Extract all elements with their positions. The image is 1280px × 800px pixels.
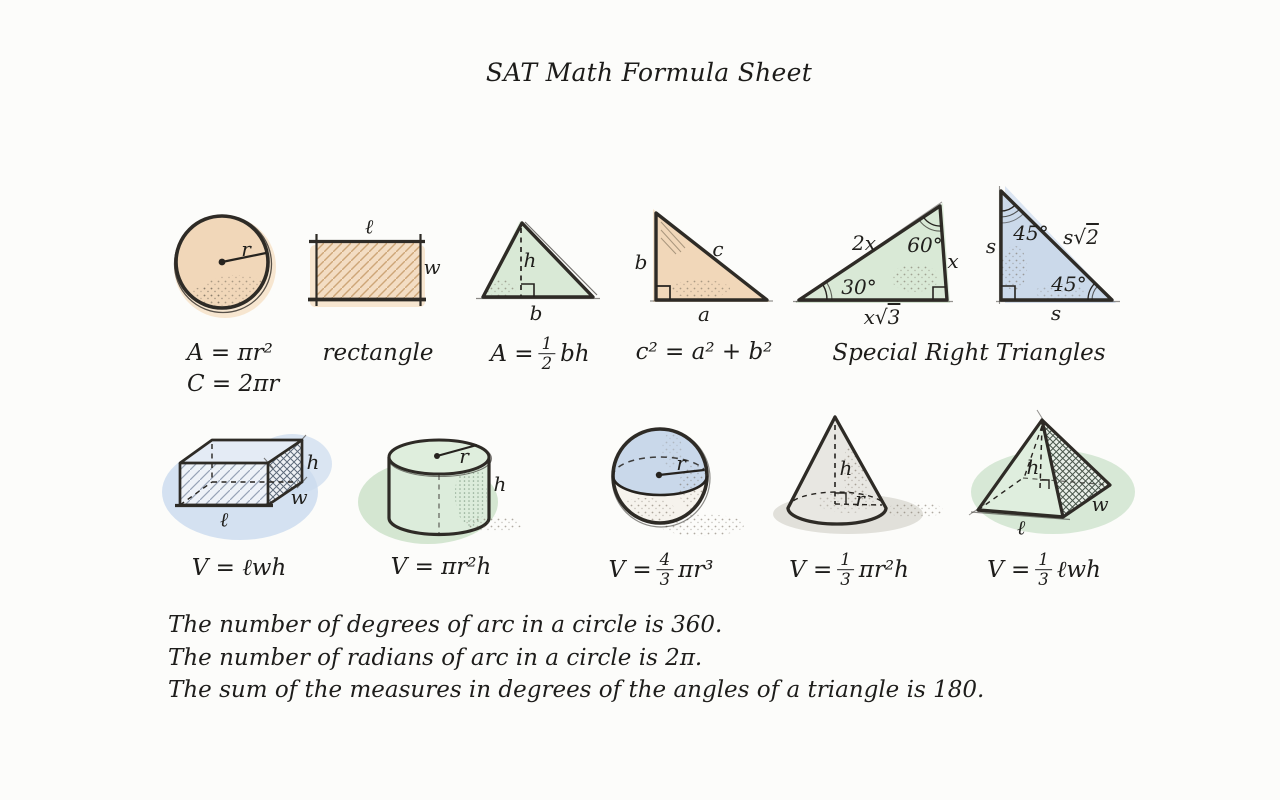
pyramid-diagram xyxy=(969,410,1135,534)
cone-diagram xyxy=(773,417,943,534)
radical-sign: √ xyxy=(1073,225,1087,249)
right-triangle-leg-a-label: a xyxy=(698,302,710,326)
rectangle-caption: rectangle xyxy=(322,340,434,366)
fraction xyxy=(539,335,556,373)
pyramid-height-label: h xyxy=(1026,455,1040,479)
circle-circumference-formula: C = 2πr xyxy=(187,371,280,397)
cone-height-label: h xyxy=(839,456,853,480)
pyramid-length-label: ℓ xyxy=(1016,515,1026,540)
fraction-denominator: 3 xyxy=(659,570,671,590)
radicand: 3 xyxy=(887,305,901,329)
fraction xyxy=(837,551,854,589)
sphere-radius-label: r xyxy=(676,451,686,475)
formula-rhs: ℓwh xyxy=(1056,557,1101,583)
tri-45-45-90-hypotenuse-label xyxy=(1063,225,1099,249)
fraction-denominator: 3 xyxy=(840,570,851,590)
cylinder-radius-label: r xyxy=(459,444,469,468)
radical-sign: √ xyxy=(874,305,888,329)
tri-30-60-90-hypotenuse-label: 2x xyxy=(851,231,877,255)
circle-area-formula: A = πr² xyxy=(187,340,273,366)
box-width-label: w xyxy=(290,485,308,509)
rectangle-width-label: w xyxy=(423,255,441,279)
formula-lhs: A = xyxy=(490,341,534,367)
triangle-base-label: b xyxy=(529,301,543,325)
tri-45-45-90-leg-left-label: s xyxy=(985,234,997,258)
pyramid-width-label: w xyxy=(1091,492,1109,516)
fraction-denominator: 2 xyxy=(541,354,553,374)
fraction-denominator: 3 xyxy=(1038,570,1049,590)
tri-30-60-90-angle-60-label: 60° xyxy=(907,233,943,257)
hyp-coefficient: s xyxy=(1063,225,1074,249)
formula-lhs: V = xyxy=(608,557,652,583)
box-height-label: h xyxy=(306,450,320,474)
special-right-triangles-caption: Special Right Triangles xyxy=(832,340,1106,366)
box-length-label: ℓ xyxy=(219,507,229,532)
tri-30-60-90-angle-30-label: 30° xyxy=(841,275,877,299)
formula-rhs: bh xyxy=(560,341,590,367)
circle-radius-label: r xyxy=(241,237,251,261)
radicand: 2 xyxy=(1086,225,1099,249)
pythagorean-formula: c² = a² + b² xyxy=(635,339,773,365)
formula-rhs: πr³ xyxy=(678,557,714,583)
fraction xyxy=(657,551,674,589)
note-radians: The number of radians of arc in a circle is 2π. xyxy=(168,644,703,671)
page-title: SAT Math Formula Sheet xyxy=(485,58,813,87)
circle-diagram xyxy=(174,216,276,319)
right-triangle-hypotenuse-label: c xyxy=(712,237,724,261)
fraction-numerator: 1 xyxy=(539,335,556,354)
tri-30-60-90-base-label xyxy=(864,305,901,329)
sphere-diagram xyxy=(612,429,744,536)
fraction-numerator: 1 xyxy=(1035,551,1052,570)
tri-45-45-90-angle-right-label: 45° xyxy=(1051,272,1087,296)
triangle-diagram xyxy=(476,221,600,299)
rectangle-length-label: ℓ xyxy=(364,214,374,239)
cone-volume-formula xyxy=(789,551,909,589)
triangle-height-label: h xyxy=(523,248,537,272)
cone-radius-label: r xyxy=(855,487,865,511)
pyramid-volume-formula xyxy=(987,551,1101,589)
base-coefficient: x xyxy=(863,305,875,329)
footnotes xyxy=(168,609,984,707)
box-volume-formula: V = ℓwh xyxy=(191,555,287,581)
circle-formulas xyxy=(187,338,279,400)
formula-lhs: V = xyxy=(987,557,1031,583)
formula-rhs: πr²h xyxy=(858,557,909,583)
tri-30-60-90-leg-x-label: x xyxy=(947,249,959,273)
fraction xyxy=(1035,551,1052,589)
tri-45-45-90-angle-top-label: 45° xyxy=(1013,221,1049,245)
note-triangle-angles: The sum of the measures in degrees of the angles of a triangle is 180. xyxy=(168,677,985,703)
fraction-numerator: 1 xyxy=(837,551,854,570)
cylinder-volume-formula: V = πr²h xyxy=(390,554,492,580)
formula-lhs: V = xyxy=(789,557,833,583)
sphere-volume-formula xyxy=(608,551,713,589)
note-degrees: The number of degrees of arc in a circle is 360. xyxy=(168,612,723,638)
rectangle-diagram xyxy=(308,234,426,307)
cylinder-height-label: h xyxy=(493,472,507,496)
tri-45-45-90-base-label: s xyxy=(1050,301,1062,325)
fraction-numerator: 4 xyxy=(657,551,674,570)
right-triangle-leg-b-label: b xyxy=(634,250,648,274)
triangle-area-formula xyxy=(490,335,589,373)
